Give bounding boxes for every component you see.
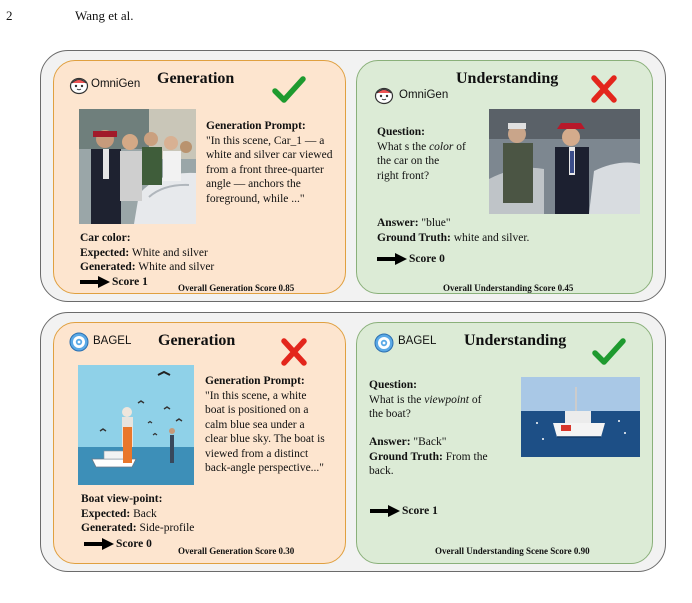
overall-score: Overall Understanding Score 0.45 xyxy=(443,283,574,293)
page-number: 2 xyxy=(6,8,13,23)
attribute-check xyxy=(80,231,300,275)
panel-title: Generation xyxy=(158,332,236,349)
generated-street-image xyxy=(79,109,196,224)
generation-prompt xyxy=(206,119,344,206)
panel-title: Generation xyxy=(157,70,235,87)
prompt-line: "In this scene, Car_1 — a xyxy=(206,134,325,147)
question-label: Question: xyxy=(369,379,417,391)
attribute-label: Boat view-point: xyxy=(81,493,163,505)
question-text: What s the xyxy=(377,140,430,153)
cross-icon xyxy=(591,75,617,103)
omnigen-understanding-panel xyxy=(356,60,653,294)
expected-label: Expected: xyxy=(80,246,130,259)
model-name: BAGEL xyxy=(398,335,437,347)
generated-value: Side-profile xyxy=(136,522,195,534)
prompt-line: calm blue sea under a xyxy=(205,418,305,431)
bagel-logo-icon xyxy=(69,332,89,352)
score-label: Score 0 xyxy=(116,538,152,550)
prompt-line: back-angle perspective..." xyxy=(205,462,324,474)
prompt-line: "In this scene, a white xyxy=(205,389,307,402)
arrow-right-icon xyxy=(80,276,110,288)
answer-value: "Back" xyxy=(410,436,447,448)
omnigen-logo-icon xyxy=(374,85,394,105)
truth-label: Ground Truth: xyxy=(377,231,451,244)
score-row xyxy=(370,505,438,517)
input-boat-image xyxy=(521,377,640,457)
score-row xyxy=(84,538,152,550)
prompt-line: clear blue sky. The boat is xyxy=(205,433,325,445)
answer-label: Answer: xyxy=(369,436,411,448)
overall-score: Overall Generation Score 0.30 xyxy=(178,546,295,556)
arrow-right-icon xyxy=(84,538,114,550)
running-authors: Wang et al. xyxy=(75,8,134,23)
bagel-logo-icon xyxy=(374,333,394,353)
question-text: the boat? xyxy=(369,408,411,420)
question-emphasis: viewpoint xyxy=(424,393,469,406)
answer-label: Answer: xyxy=(377,217,419,229)
answer-block xyxy=(369,435,519,479)
score-row xyxy=(377,253,445,265)
score-label: Score 1 xyxy=(402,505,438,517)
prompt-label: Generation Prompt: xyxy=(206,120,306,132)
attribute-check xyxy=(81,492,301,536)
cross-icon xyxy=(281,338,307,366)
generated-label: Generated: xyxy=(81,522,137,534)
prompt-line: white and silver car viewed xyxy=(206,149,333,161)
truth-value: From the xyxy=(442,450,488,463)
bagel-understanding-panel xyxy=(356,322,653,564)
omnigen-logo-icon xyxy=(69,75,89,95)
truth-value-continued: back. xyxy=(369,465,394,477)
generated-value: White and silver xyxy=(135,261,215,273)
overall-score: Overall Generation Score 0.85 xyxy=(178,283,295,293)
model-name: OmniGen xyxy=(399,89,449,101)
question-text: the car on the xyxy=(377,155,440,167)
generated-boat-image xyxy=(78,365,194,485)
prompt-line: viewed from a distinct xyxy=(205,447,309,460)
checkmark-icon xyxy=(592,338,626,366)
prompt-line: boat is positioned on a xyxy=(205,404,309,416)
bagel-generation-panel xyxy=(53,322,346,564)
question-emphasis: color xyxy=(429,140,454,153)
expected-value: Back xyxy=(130,507,157,520)
generated-label: Generated: xyxy=(80,261,136,273)
arrow-right-icon xyxy=(377,253,407,265)
panel-title: Understanding xyxy=(464,332,567,349)
question-text: of xyxy=(468,393,482,406)
question-block xyxy=(377,125,497,183)
score-label: Score 0 xyxy=(409,253,445,265)
page-header xyxy=(0,4,692,26)
answer-value: "blue" xyxy=(418,217,451,229)
omnigen-generation-panel xyxy=(53,60,346,294)
score-label: Score 1 xyxy=(112,276,148,288)
model-name: BAGEL xyxy=(93,335,132,347)
expected-value: White and silver xyxy=(129,246,208,259)
attribute-label: Car color: xyxy=(80,232,131,244)
prompt-line: foreground, while ..." xyxy=(206,192,305,205)
generation-prompt xyxy=(205,374,343,476)
answer-block xyxy=(377,216,647,245)
question-block xyxy=(369,378,509,422)
question-label: Question: xyxy=(377,126,425,138)
panel-title: Understanding xyxy=(456,70,559,87)
question-text: right front? xyxy=(377,169,430,182)
prompt-label: Generation Prompt: xyxy=(205,375,305,387)
score-row xyxy=(80,276,148,288)
prompt-line: from a front three-quarter xyxy=(206,163,324,176)
input-street-image xyxy=(489,109,640,214)
question-text: What is the xyxy=(369,393,425,406)
expected-label: Expected: xyxy=(81,507,131,520)
question-text: of xyxy=(453,140,466,153)
truth-value: white and silver. xyxy=(450,231,530,244)
prompt-line: angle — anchors the xyxy=(206,178,301,190)
overall-score: Overall Understanding Scene Score 0.90 xyxy=(435,546,590,556)
arrow-right-icon xyxy=(370,505,400,517)
model-name: OmniGen xyxy=(91,78,141,90)
truth-label: Ground Truth: xyxy=(369,450,443,463)
bagel-comparison-box xyxy=(40,312,666,572)
checkmark-icon xyxy=(272,76,306,104)
omnigen-comparison-box xyxy=(40,50,666,302)
